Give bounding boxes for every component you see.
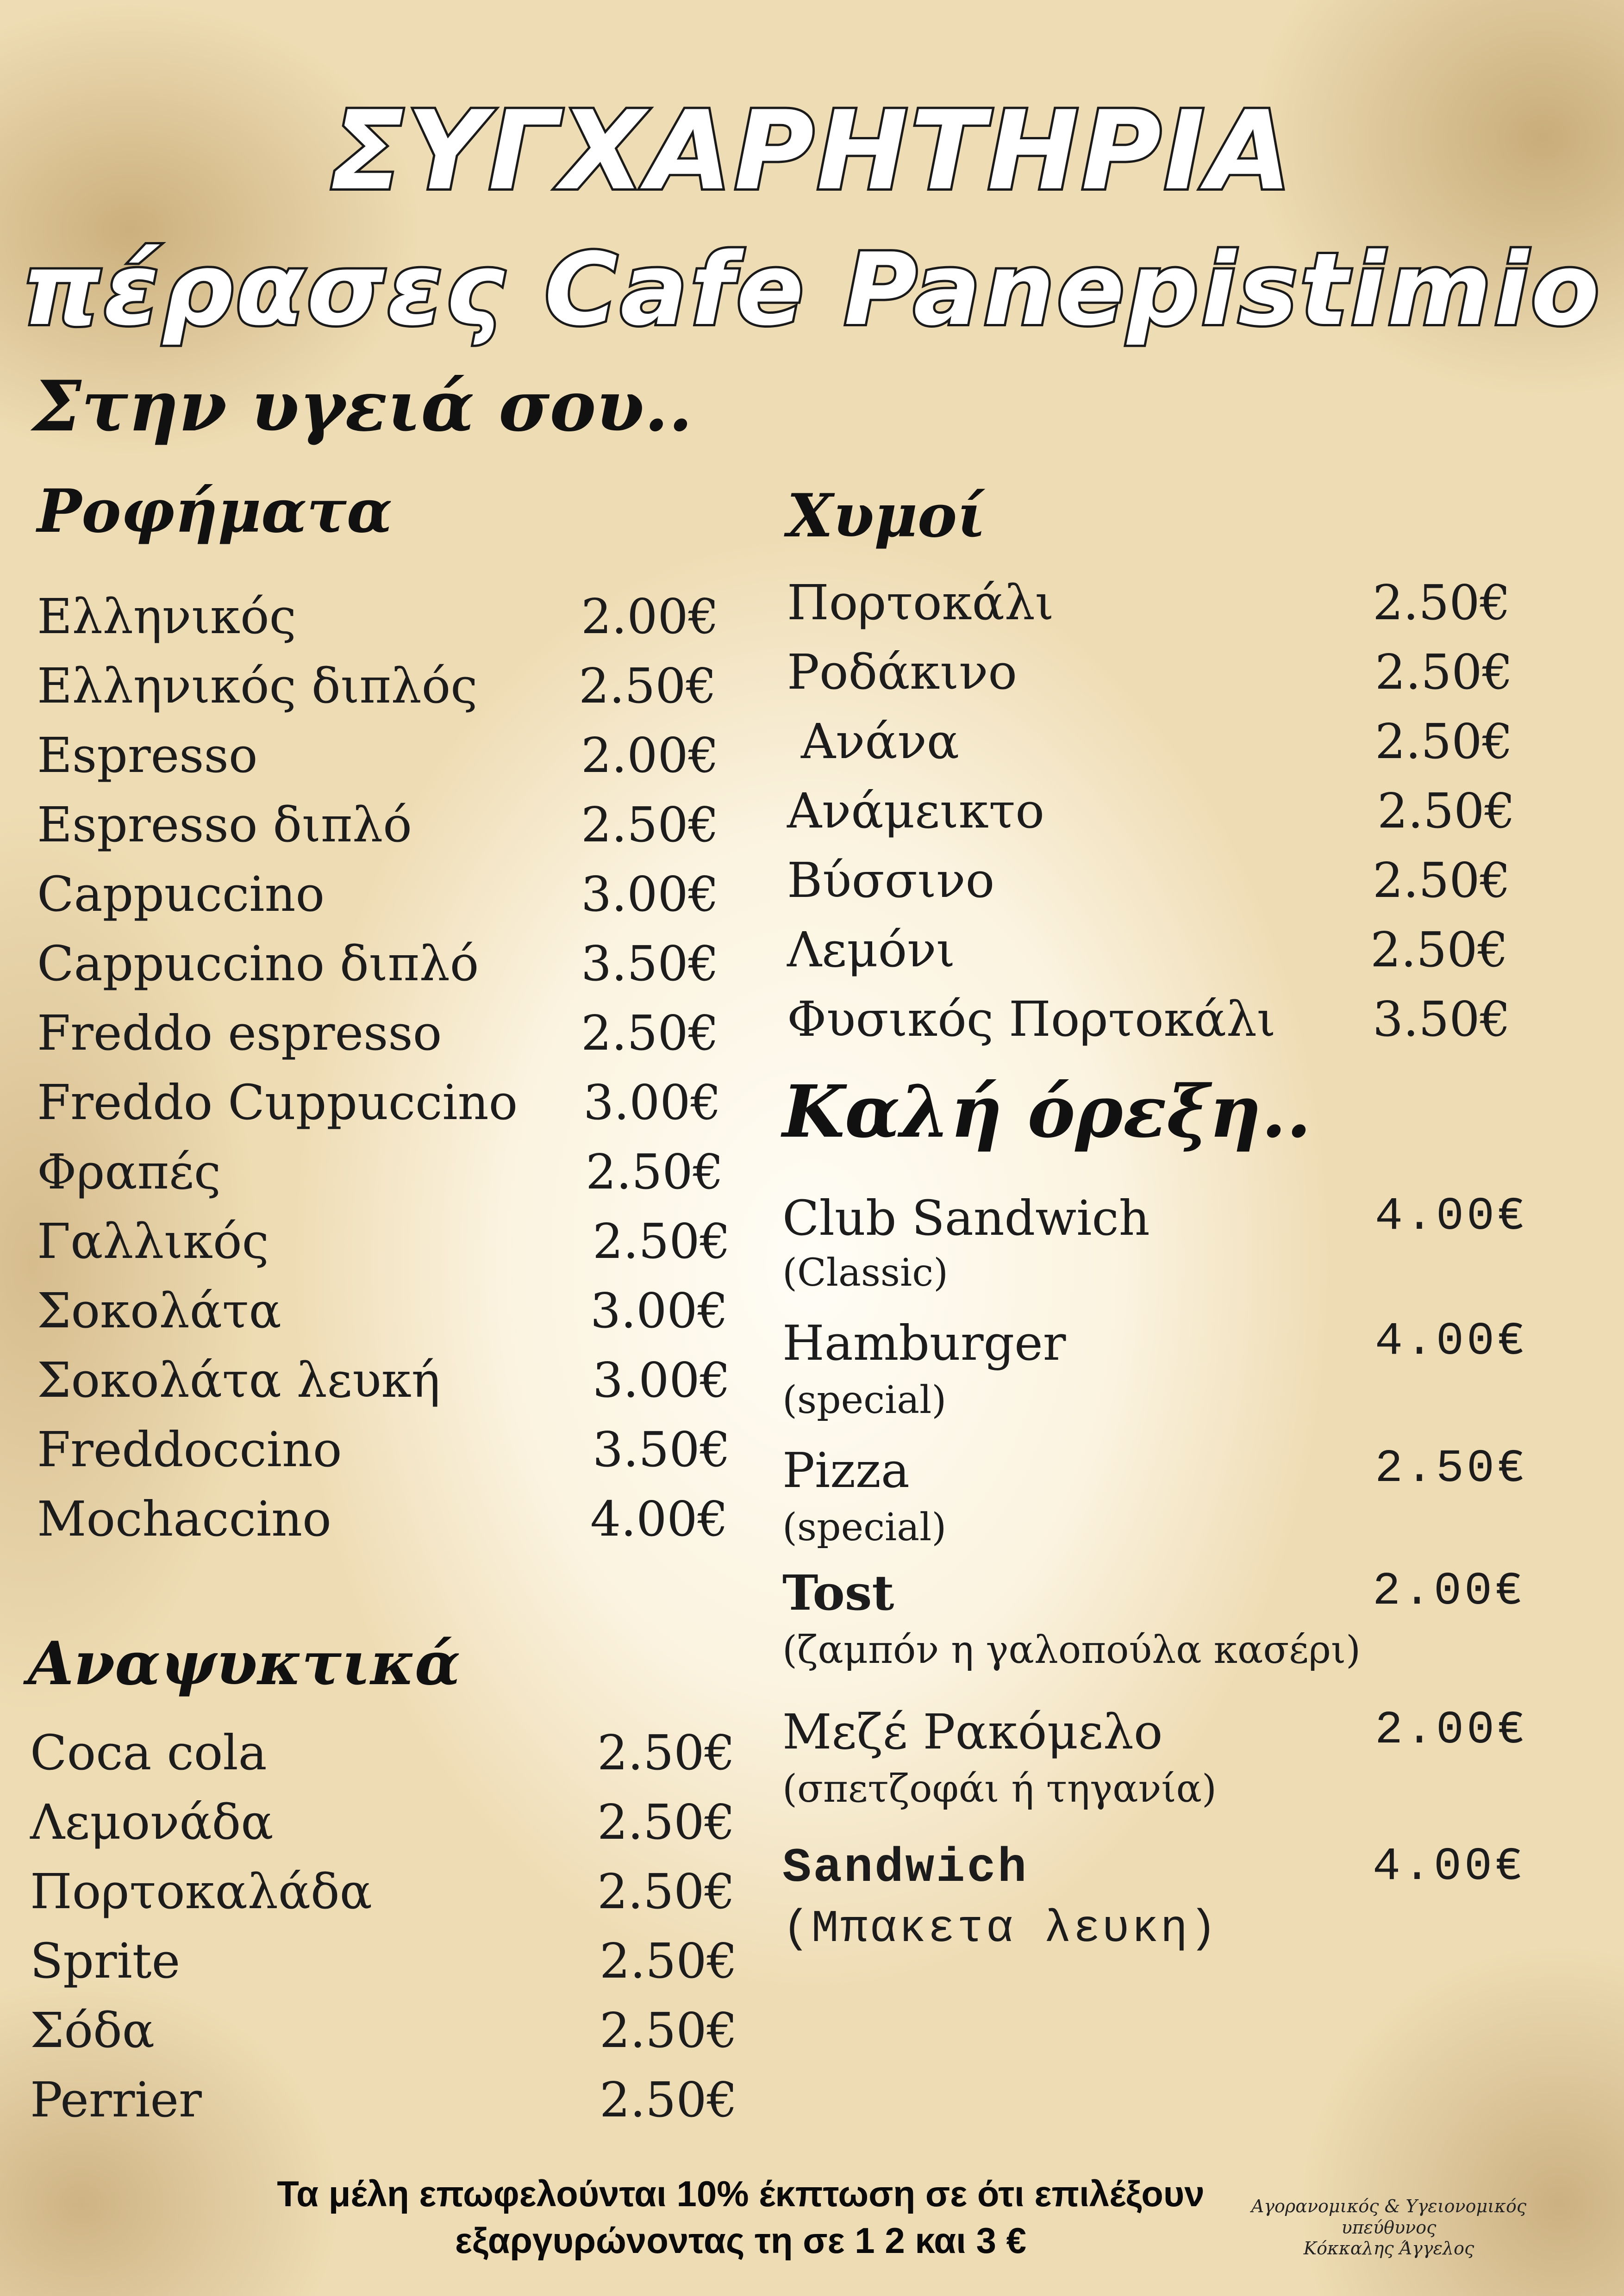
item-price: 2.00€ [581,588,719,645]
member-discount-note [199,2171,1282,2265]
item-price: 3.50€ [581,935,719,992]
item-price: 2.50€ [1377,783,1515,839]
item-price: 3.50€ [1373,991,1511,1047]
item-price: 2.50€ [1375,713,1513,770]
item-price: 2.50€ [593,1213,731,1269]
food-name: Μεζέ Ρακόμελο [782,1704,1163,1760]
item-price: 2.50€ [600,2072,737,2128]
item-price: 2.50€ [597,1863,735,1920]
item-name: Βύσσινο [787,852,995,908]
food-name: Hamburger [782,1315,1066,1371]
item-price: 2.50€ [600,2002,737,2059]
food-description: (σπετζοφάι ή τηγανία) [782,1767,1217,1811]
section-heading-refreshments: Αναψυκτικά [28,1629,461,1699]
item-price: 2.00€ [581,727,719,784]
food-price: 2.00€ [1375,1705,1528,1757]
item-name: Σόδα [30,2002,155,2059]
food-description: (special) [782,1378,947,1422]
item-name: Mochaccino [37,1491,331,1547]
food-price: 2.00€ [1373,1566,1526,1618]
signature-block [1162,2196,1616,2259]
item-price: 2.50€ [581,796,719,853]
item-price: 3.00€ [593,1352,731,1408]
section-heading-juices: Χυμοί [787,481,986,551]
item-name: Σοκολάτα λευκή [37,1352,441,1408]
item-name: Freddo Cuppuccino [37,1074,518,1131]
item-price: 3.50€ [593,1421,731,1478]
section-heading-drinks: Ροφήματα [37,477,393,546]
item-name: Cappuccino διπλό [37,935,479,992]
item-name: Ανάνα [801,713,960,770]
food-price: 2.50€ [1375,1443,1528,1495]
item-name: Ελληνικός διπλός [37,658,478,714]
item-price: 2.50€ [600,1933,737,1989]
food-price: 4.00€ [1373,1841,1526,1893]
item-name: Φραπές [37,1144,221,1200]
item-name: Ανάμεικτο [787,783,1044,839]
item-name: Ελληνικός [37,588,296,645]
item-price: 2.50€ [597,1794,735,1850]
food-description: (special) [782,1506,947,1549]
food-description: (Μπακετα λευκη) [782,1904,1219,1955]
item-price: 2.50€ [1373,852,1511,908]
food-price: 4.00€ [1375,1191,1528,1243]
food-name: Pizza [782,1442,910,1499]
item-price: 3.00€ [581,866,719,922]
item-name: Freddoccino [37,1421,342,1478]
item-price: 2.50€ [1375,644,1513,700]
food-description: (ζαμπόν η γαλοπούλα κασέρι) [782,1628,1361,1672]
item-price: 3.00€ [583,1074,721,1131]
item-name: Πορτοκαλάδα [30,1863,372,1920]
item-price: 2.50€ [581,1005,719,1061]
item-name: Perrier [30,2072,202,2128]
item-price: 2.50€ [597,1724,735,1781]
item-price: 2.50€ [586,1144,724,1200]
item-name: Λεμόνι [787,921,956,978]
item-name: Ροδάκινο [787,644,1018,700]
item-name: Φυσικός Πορτοκάλι [787,991,1276,1047]
item-name: Πορτοκάλι [787,574,1054,631]
food-name: Tost [782,1564,894,1621]
food-name: Sandwich [782,1841,1029,1896]
item-name: Espresso [37,727,258,784]
signature-role: Αγορανομικός & Υγειονομικός [1251,2196,1527,2216]
food-description: (Classic) [782,1251,949,1295]
food-name: Club Sandwich [782,1190,1150,1246]
item-name: Freddo espresso [37,1005,442,1061]
item-name: Λεμονάδα [30,1794,274,1850]
food-price: 4.00€ [1375,1316,1528,1368]
greeting-heading: Στην υγειά σου.. [32,366,693,447]
footer-line-1: Τα μέλη επωφελούνται 10% έκπτωση σε ότι επιλέξουν [277,2173,1205,2214]
item-name: Σοκολάτα [37,1282,281,1339]
item-name: Γαλλικός [37,1213,269,1269]
item-price: 2.50€ [1370,921,1508,978]
menu-subtitle: πέρασες Cafe Panepistimio [22,231,1602,348]
item-name: Cappuccino [37,866,325,922]
item-name: Espresso διπλό [37,796,412,853]
item-price: 4.00€ [590,1491,728,1547]
signature-name: Κόκκαλης Άγγελος [1303,2238,1474,2259]
item-price: 2.50€ [579,658,717,714]
item-name: Sprite [30,1933,181,1989]
section-heading-food: Καλή όρεξη.. [782,1069,1312,1154]
item-name: Coca cola [30,1724,267,1781]
menu-title: ΣΥΓΧΑΡΗΤΗΡΙΑ [330,88,1294,214]
item-price: 2.50€ [1373,574,1511,631]
signature-role-cont: υπεύθυνος [1341,2217,1437,2238]
item-price: 3.00€ [590,1282,728,1339]
footer-line-2: εξαργυρώνοντας τη σε 1 2 και 3 € [455,2220,1027,2261]
